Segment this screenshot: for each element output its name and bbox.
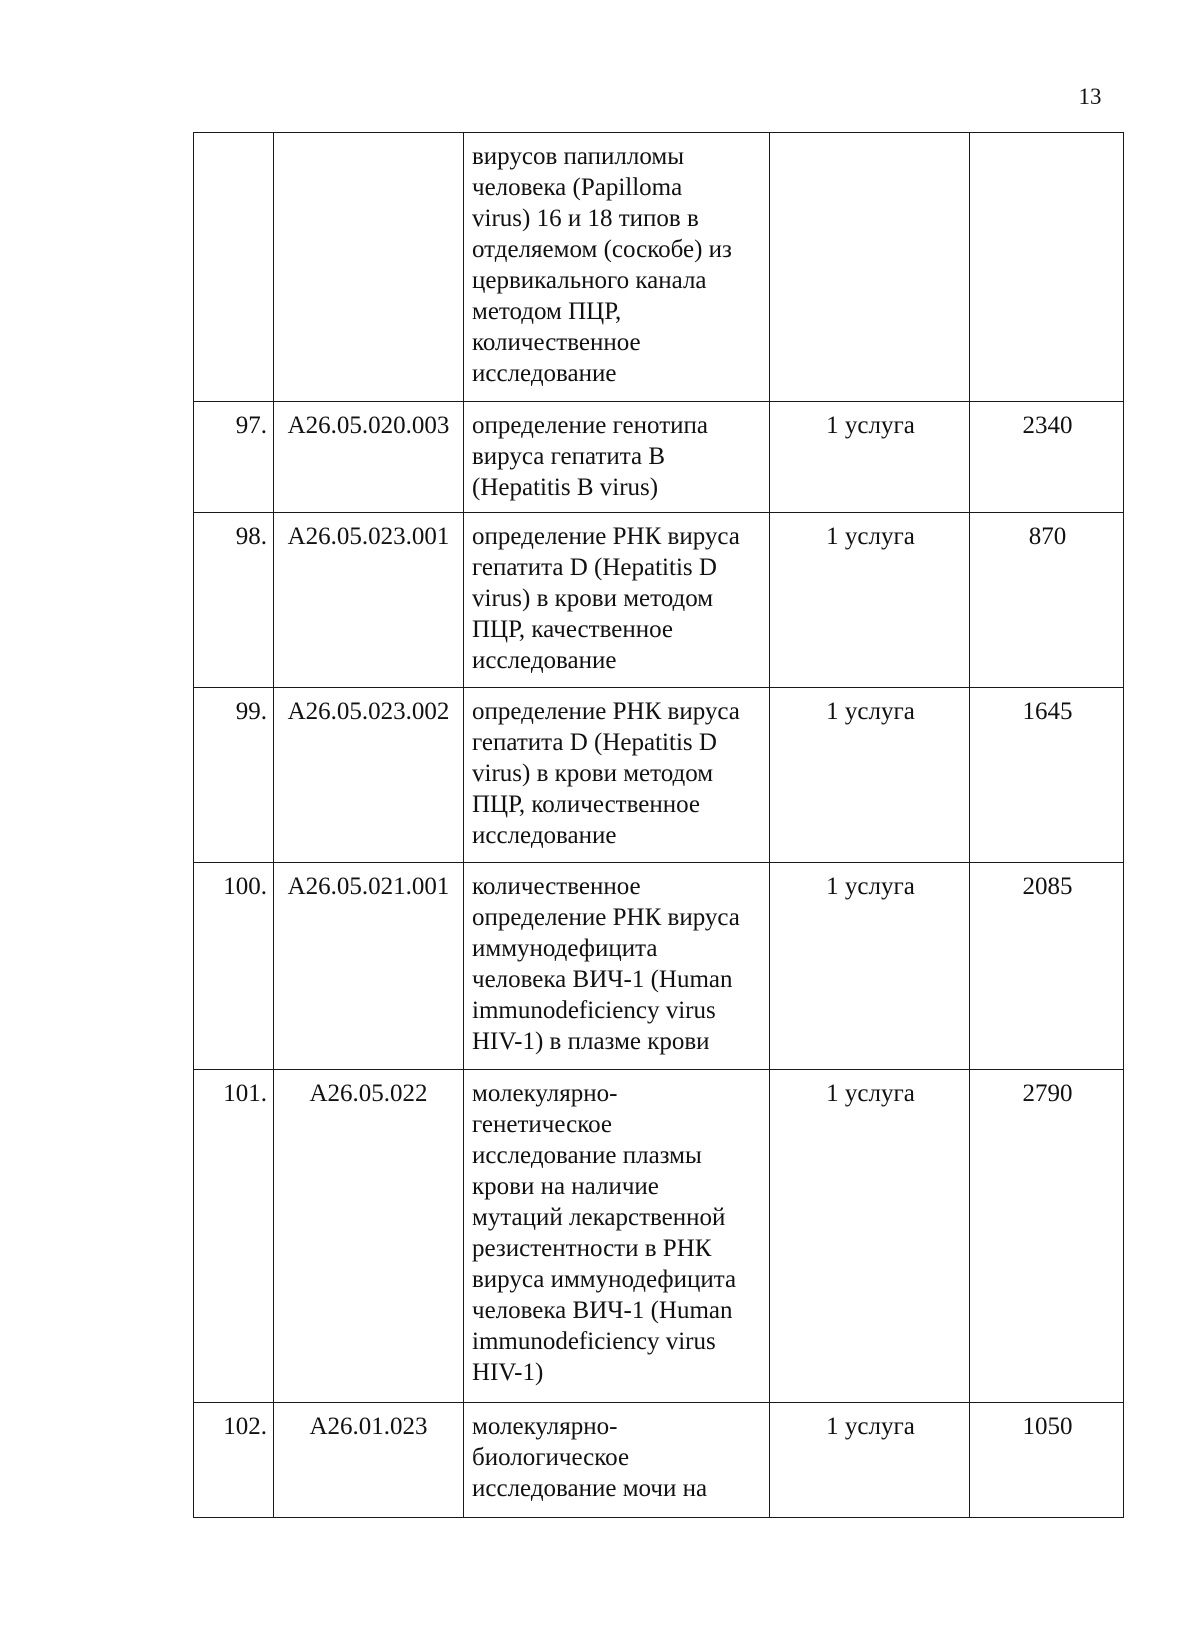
row-number-cell: 102. (194, 1403, 274, 1518)
table-row (194, 513, 1124, 688)
service-code-cell: A26.01.023 (274, 1403, 464, 1518)
table-row (194, 688, 1124, 863)
row-number-cell: 101. (194, 1070, 274, 1403)
price-cell: 870 (970, 513, 1124, 688)
service-code-cell: A26.05.020.003 (274, 402, 464, 513)
row-number-cell: 97. (194, 402, 274, 513)
unit-cell: 1 услуга (770, 1070, 970, 1403)
service-name-cell: молекулярно- биологическое исследование мочи на (464, 1403, 770, 1518)
service-code-cell (274, 133, 464, 402)
price-cell: 2340 (970, 402, 1124, 513)
table-row (194, 402, 1124, 513)
price-cell: 2790 (970, 1070, 1124, 1403)
row-number-cell (194, 133, 274, 402)
service-code-cell: A26.05.023.001 (274, 513, 464, 688)
service-name-cell: определение РНК вируса гепатита D (Hepatitis D virus) в крови методом ПЦР, качественное исследование (464, 513, 770, 688)
table-row (194, 1070, 1124, 1403)
unit-cell: 1 услуга (770, 863, 970, 1070)
row-number-cell: 98. (194, 513, 274, 688)
unit-cell: 1 услуга (770, 513, 970, 688)
price-cell: 1645 (970, 688, 1124, 863)
service-name-cell: вирусов папилломы человека (Papilloma virus) 16 и 18 типов в отделяемом (соскобе) из цервикального канала методом ПЦР, количественное исследование (464, 133, 770, 402)
service-name-cell: молекулярно- генетическое исследование плазмы крови на наличие мутаций лекарственной резистентности в РНК вируса иммунодефицита человека ВИЧ-1 (Human immunodeficiency virus HIV-1) (464, 1070, 770, 1403)
service-name-cell: определение РНК вируса гепатита D (Hepatitis D virus) в крови методом ПЦР, количественное исследование (464, 688, 770, 863)
service-name-cell: определение генотипа вируса гепатита В (Hepatitis B virus) (464, 402, 770, 513)
unit-cell: 1 услуга (770, 402, 970, 513)
price-cell (970, 133, 1124, 402)
unit-cell: 1 услуга (770, 688, 970, 863)
price-table (193, 132, 1124, 1518)
price-cell: 1050 (970, 1403, 1124, 1518)
table-row (194, 863, 1124, 1070)
page-number: 13 (1078, 84, 1102, 109)
service-code-cell: A26.05.023.002 (274, 688, 464, 863)
table-row (194, 133, 1124, 402)
row-number-cell: 99. (194, 688, 274, 863)
price-cell: 2085 (970, 863, 1124, 1070)
service-code-cell: A26.05.022 (274, 1070, 464, 1403)
service-name-cell: количественное определение РНК вируса иммунодефицита человека ВИЧ-1 (Human immunodeficiency virus HIV-1) в плазме крови (464, 863, 770, 1070)
unit-cell (770, 133, 970, 402)
service-code-cell: A26.05.021.001 (274, 863, 464, 1070)
unit-cell: 1 услуга (770, 1403, 970, 1518)
table-row (194, 1403, 1124, 1518)
row-number-cell: 100. (194, 863, 274, 1070)
